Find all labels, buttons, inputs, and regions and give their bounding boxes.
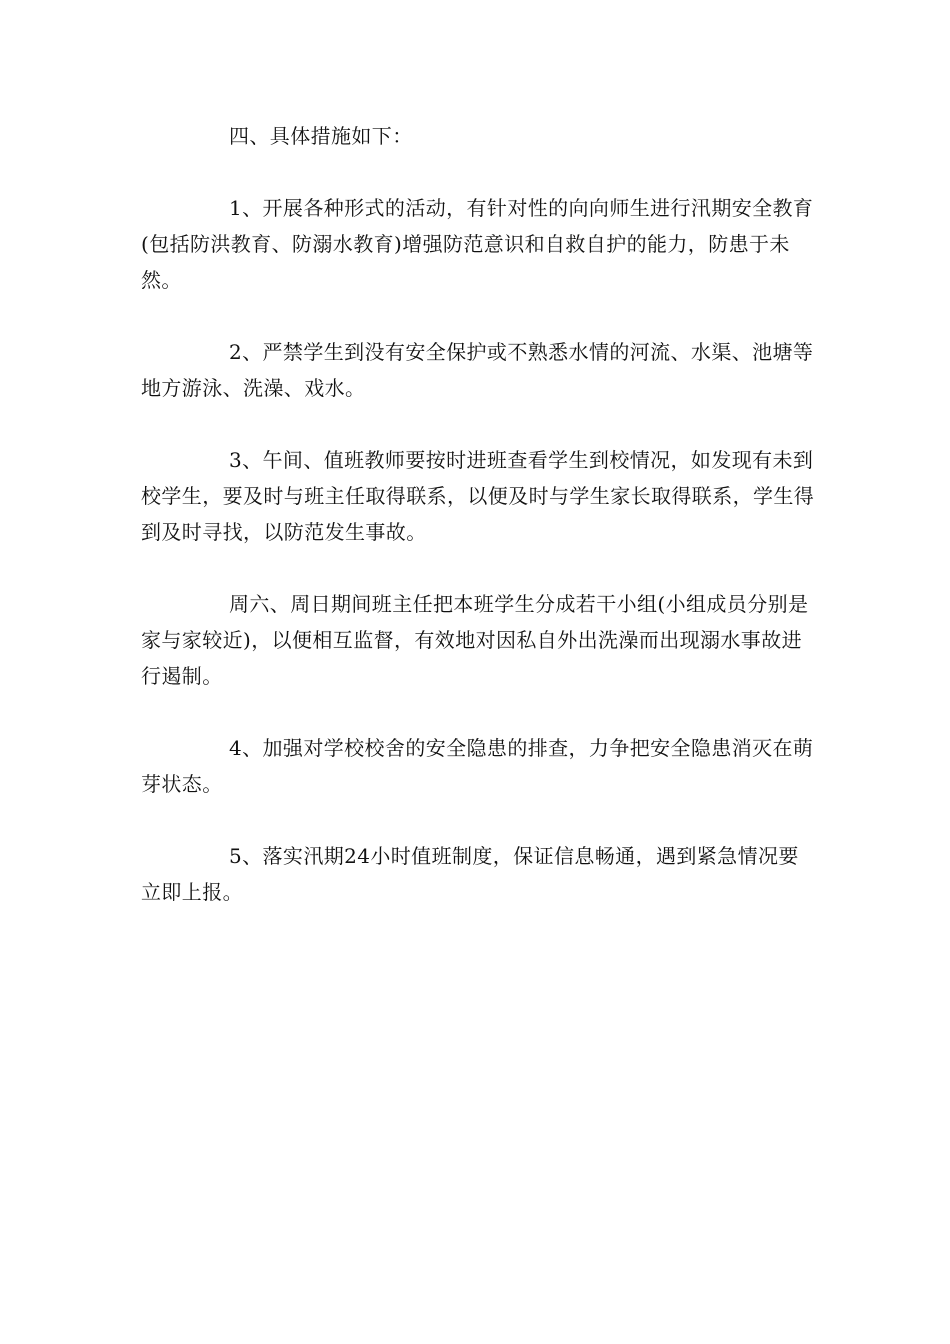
measure-paragraph-2: 2、严禁学生到没有安全保护或不熟悉水情的河流、水渠、池塘等地方游泳、洗澡、戏水。 [141,340,814,400]
document-body [141,118,816,946]
measure-paragraph-5: 5、落实汛期24小时值班制度，保证信息畅通，遇到紧急情况要立即上报。 [141,844,799,904]
measure-paragraph-weekend: 周六、周日期间班主任把本班学生分成若干小组(小组成员分别是家与家较近)，以便相互监督，有效地对因私自外出洗澡而出现溺水事故进行遏制。 [141,592,809,688]
measure-paragraph-4: 4、加强对学校校舍的安全隐患的排查，力争把安全隐患消灭在萌芽状态。 [141,736,814,796]
section-heading: 四、具体措施如下： [229,124,413,148]
measure-paragraph-1: 1、开展各种形式的活动，有针对性的向向师生进行汛期安全教育(包括防洪教育、防溺水教育)增强防范意识和自救自护的能力，防患于未然。 [141,196,814,292]
measure-paragraph-3: 3、午间、值班教师要按时进班查看学生到校情况，如发现有未到校学生，要及时与班主任取得联系，以便及时与学生家长取得联系，学生得到及时寻找，以防范发生事故。 [141,448,815,544]
